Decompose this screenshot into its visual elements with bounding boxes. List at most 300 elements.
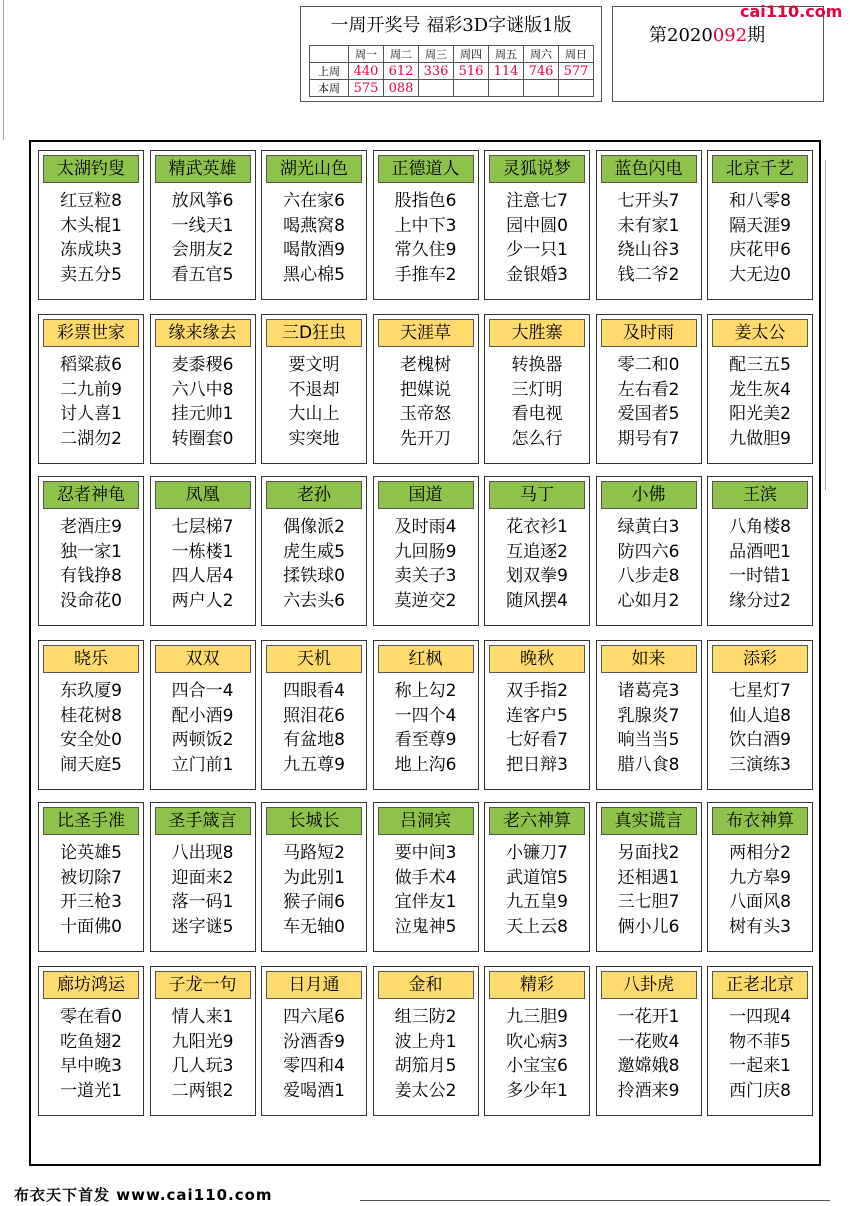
riddle-line: 物不菲5: [729, 1031, 791, 1052]
author-name: 天涯草: [378, 319, 474, 347]
riddle-line: 闹天庭5: [60, 754, 122, 775]
author-name: 太湖钓叟: [43, 155, 139, 183]
riddle-line: 有盆地8: [283, 730, 345, 750]
riddle-line: 邀嫦娥8: [617, 1056, 680, 1076]
riddle-line: 一花败4: [617, 1031, 680, 1052]
riddle-line: 老酒庄9: [60, 517, 122, 537]
author-name: 灵狐说梦: [489, 155, 585, 183]
riddle-line: 常久住9: [394, 240, 457, 260]
riddle-cell: [484, 802, 590, 952]
page-title: 一周开奖号 福彩3D字谜版1版: [330, 15, 572, 36]
day-header: 周三: [419, 46, 454, 63]
riddle-line: 一线天1: [171, 215, 234, 236]
riddle-line: 被切除7: [60, 867, 122, 888]
riddle-line: 九五尊9: [283, 754, 345, 775]
riddle-line: 双手指2: [506, 681, 568, 701]
riddle-cell: [373, 966, 479, 1116]
riddle-lines: [262, 189, 366, 287]
riddle-line: 武道馆5: [506, 867, 568, 888]
riddle-lines: [374, 353, 478, 451]
author-name: 湖光山色: [266, 155, 362, 183]
riddle-line: 九阳光9: [171, 1031, 234, 1052]
riddle-cell: [38, 476, 144, 626]
riddle-line: 桂花树8: [60, 705, 122, 726]
riddle-lines: [485, 189, 589, 287]
riddle-line: 吹心病3: [506, 1031, 568, 1052]
issue-label: [649, 21, 765, 47]
result-number: [454, 80, 489, 97]
riddle-line: 挂元帅1: [171, 404, 234, 424]
riddle-line: 还相遇1: [617, 867, 680, 888]
riddle-line: 期号有7: [617, 428, 680, 449]
this-week-label: 本周: [310, 80, 349, 97]
riddle-line: 独一家1: [60, 541, 122, 562]
riddle-cell: [38, 314, 144, 464]
riddle-line: 龙生灰4: [729, 379, 791, 400]
riddle-line: 一起来1: [729, 1056, 791, 1076]
result-number: 577: [559, 63, 594, 80]
riddle-line: 落一码1: [171, 892, 234, 912]
riddle-line: 四人居4: [171, 566, 234, 586]
riddle-cell: [373, 150, 479, 300]
title-box: [300, 6, 602, 102]
riddle-cell: [261, 802, 367, 952]
riddle-line: 一四个4: [394, 705, 457, 726]
riddle-lines: [597, 515, 701, 613]
riddle-line: 小宝宝6: [506, 1056, 568, 1076]
week-days-row: [310, 46, 594, 63]
author-name: 大胜寨: [489, 319, 585, 347]
riddle-line: 偶像派2: [283, 517, 345, 537]
riddle-line: 迎面来2: [171, 867, 234, 888]
riddle-line: 称上勾2: [394, 681, 457, 701]
right-border-line: [825, 160, 826, 490]
riddle-line: 和八零8: [729, 191, 791, 211]
author-name: 添彩: [712, 645, 808, 673]
riddle-lines: [597, 353, 701, 451]
riddle-cell: [596, 640, 702, 790]
riddle-lines: [485, 353, 589, 451]
riddle-line: 配小酒9: [171, 705, 234, 726]
riddle-line: 二两银2: [171, 1080, 234, 1101]
riddle-line: 要中间3: [394, 843, 457, 863]
author-name: 老六神算: [489, 807, 585, 835]
author-name: 小佛: [601, 481, 697, 509]
author-name: 正老北京: [712, 971, 808, 999]
riddle-cell: [707, 314, 813, 464]
riddle-line: 二湖勿2: [60, 428, 122, 449]
author-name: 蓝色闪电: [601, 155, 697, 183]
riddle-cell: [38, 150, 144, 300]
riddle-cell: [373, 476, 479, 626]
author-name: 布衣神算: [712, 807, 808, 835]
riddle-line: 转换器: [511, 355, 563, 375]
riddle-line: 没命花0: [60, 590, 122, 611]
riddle-line: 配三五5: [729, 355, 791, 375]
riddle-line: 猴子闹6: [283, 892, 345, 912]
riddle-line: 开三枪3: [60, 892, 122, 912]
riddle-lines: [39, 679, 143, 777]
riddle-cell: [261, 476, 367, 626]
riddle-line: 手推车2: [394, 264, 457, 285]
this-week-row: [310, 80, 594, 97]
riddle-line: 黑心棉5: [283, 264, 345, 285]
riddle-line: 未有家1: [617, 215, 680, 236]
riddle-lines: [262, 353, 366, 451]
day-header: 周一: [349, 46, 384, 63]
riddle-line: 七星灯7: [729, 681, 791, 701]
riddle-line: 八步走8: [617, 566, 680, 586]
riddle-cell: [484, 314, 590, 464]
author-name: 日月通: [266, 971, 362, 999]
riddle-line: 七好看7: [506, 730, 568, 750]
day-header: 周六: [524, 46, 559, 63]
riddle-lines: [39, 841, 143, 939]
result-number: [559, 80, 594, 97]
riddle-line: 八出现8: [171, 843, 234, 863]
riddle-lines: [39, 189, 143, 287]
riddle-line: 爱喝酒1: [283, 1080, 345, 1101]
riddle-line: 一道光1: [60, 1080, 122, 1101]
author-name: 天机: [266, 645, 362, 673]
riddle-line: 绿黄白3: [617, 517, 680, 537]
riddle-line: 四合一4: [171, 681, 234, 701]
riddle-lines: [374, 189, 478, 287]
author-name: 王滨: [712, 481, 808, 509]
riddle-line: 俩小儿6: [617, 916, 680, 937]
riddle-line: 汾酒香9: [283, 1031, 345, 1052]
author-name: 马丁: [489, 481, 585, 509]
issue-suffix: 期: [747, 25, 766, 46]
riddle-line: 股指色6: [394, 191, 457, 211]
riddle-line: 花衣衫1: [506, 517, 568, 537]
riddle-line: 互追逐2: [506, 541, 568, 562]
riddle-line: 诸葛亮3: [617, 681, 680, 701]
riddle-cell: [150, 966, 256, 1116]
riddle-line: 立门前1: [171, 754, 234, 775]
riddle-line: 绕山谷3: [617, 240, 680, 260]
riddle-lines: [151, 679, 255, 777]
riddle-line: 把日辩3: [506, 754, 568, 775]
riddle-line: 三灯明: [511, 379, 563, 400]
riddle-grid: [29, 140, 821, 1166]
riddle-line: 迷字谜5: [171, 916, 234, 937]
riddle-line: 照泪花6: [283, 705, 345, 726]
riddle-line: 上中下3: [394, 215, 457, 236]
riddle-lines: [374, 679, 478, 777]
riddle-line: 安全处0: [60, 730, 122, 750]
author-name: 缘来缘去: [155, 319, 251, 347]
riddle-lines: [151, 515, 255, 613]
riddle-cell: [261, 314, 367, 464]
author-name: 子龙一句: [155, 971, 251, 999]
riddle-line: 零二和0: [617, 355, 680, 375]
riddle-lines: [151, 841, 255, 939]
day-header: 周四: [454, 46, 489, 63]
author-name: 凤凰: [155, 481, 251, 509]
riddle-line: 庆花甲6: [729, 240, 791, 260]
riddle-cell: [150, 476, 256, 626]
riddle-line: 玉帝怒: [400, 404, 451, 424]
riddle-line: 划双拳9: [506, 566, 568, 586]
week-results-table: [309, 45, 594, 97]
result-number: [489, 80, 524, 97]
riddle-line: 七层梯7: [171, 517, 234, 537]
riddle-line: 六去头6: [283, 590, 345, 611]
riddle-lines: [151, 1005, 255, 1103]
author-name: 姜太公: [712, 319, 808, 347]
riddle-line: 左右看2: [617, 379, 680, 400]
author-name: 正德道人: [378, 155, 474, 183]
author-name: 三D狂虫: [266, 319, 362, 347]
riddle-cell: [484, 966, 590, 1116]
result-number: 114: [489, 63, 524, 80]
riddle-line: 卖关子3: [394, 566, 457, 586]
riddle-line: 卖五分5: [60, 264, 122, 285]
riddle-line: 几人玩3: [171, 1056, 234, 1076]
author-name: 彩票世家: [43, 319, 139, 347]
author-name: 晓乐: [43, 645, 139, 673]
riddle-line: 树有头3: [729, 916, 791, 937]
result-number: 746: [524, 63, 559, 80]
last-week-label: 上周: [310, 63, 349, 80]
riddle-cell: [38, 966, 144, 1116]
riddle-line: 莫逆交2: [394, 590, 457, 611]
last-week-row: [310, 63, 594, 80]
riddle-line: 心如月2: [617, 590, 680, 611]
riddle-line: 连客户5: [506, 705, 568, 726]
author-name: 红枫: [378, 645, 474, 673]
riddle-line: 多少年1: [506, 1080, 568, 1101]
riddle-cell: [596, 150, 702, 300]
riddle-lines: [597, 841, 701, 939]
author-name: 真实谎言: [601, 807, 697, 835]
riddle-line: 实突地: [288, 428, 340, 449]
riddle-line: 吃鱼翅2: [60, 1031, 122, 1052]
riddle-line: 一花开1: [617, 1007, 680, 1027]
riddle-line: 零四和4: [283, 1056, 345, 1076]
riddle-line: 园中圆0: [506, 215, 568, 236]
riddle-line: 缘分过2: [729, 590, 791, 611]
riddle-cell: [38, 802, 144, 952]
riddle-line: 八面风8: [729, 892, 791, 912]
riddle-line: 响当当5: [617, 730, 680, 750]
riddle-lines: [374, 1005, 478, 1103]
riddle-line: 钱二爷2: [617, 264, 680, 285]
footer-line: [360, 1200, 830, 1201]
riddle-line: 二九前9: [60, 379, 122, 400]
riddle-line: 阳光美2: [729, 404, 791, 424]
riddle-cell: [261, 150, 367, 300]
riddle-line: 看至尊9: [394, 730, 457, 750]
riddle-line: 木头棍1: [60, 215, 122, 236]
riddle-line: 两相分2: [729, 843, 791, 863]
riddle-line: 西门庆8: [729, 1080, 791, 1101]
riddle-line: 两顿饭2: [171, 730, 234, 750]
riddle-line: 大山上: [288, 404, 340, 424]
riddle-cell: [150, 640, 256, 790]
riddle-line: 及时雨4: [394, 517, 457, 537]
riddle-lines: [708, 1005, 812, 1103]
riddle-line: 喝燕窝8: [283, 215, 345, 236]
author-name: 金和: [378, 971, 474, 999]
riddle-line: 金银婚3: [506, 264, 568, 285]
riddle-line: 喝散酒9: [283, 240, 345, 260]
author-name: 北京千艺: [712, 155, 808, 183]
riddle-lines: [597, 679, 701, 777]
riddle-lines: [39, 353, 143, 451]
riddle-line: 东玖厦9: [60, 681, 122, 701]
author-name: 国道: [378, 481, 474, 509]
riddle-cell: [373, 640, 479, 790]
riddle-line: 大无边0: [729, 264, 791, 285]
riddle-lines: [485, 1005, 589, 1103]
author-name: 精彩: [489, 971, 585, 999]
riddle-lines: [151, 353, 255, 451]
riddle-line: 腊八食8: [617, 754, 680, 775]
day-header: 周五: [489, 46, 524, 63]
corner-cell: [310, 46, 349, 63]
riddle-lines: [485, 679, 589, 777]
riddle-cell: [150, 802, 256, 952]
riddle-cell: [707, 640, 813, 790]
riddle-lines: [262, 679, 366, 777]
riddle-line: 老槐树: [400, 355, 451, 375]
riddle-line: 七开头7: [617, 191, 680, 211]
riddle-line: 乳腺炎7: [617, 705, 680, 726]
riddle-line: 三七胆7: [617, 892, 680, 912]
day-header: 周二: [384, 46, 419, 63]
riddle-line: 天上云8: [506, 916, 568, 937]
author-name: 长城长: [266, 807, 362, 835]
riddle-cell: [596, 966, 702, 1116]
riddle-lines: [485, 515, 589, 613]
riddle-cell: [484, 640, 590, 790]
riddle-line: 九做胆9: [729, 428, 791, 449]
riddle-line: 把媒说: [400, 379, 451, 400]
result-number: [419, 80, 454, 97]
author-name: 老孙: [266, 481, 362, 509]
riddle-line: 小镰刀7: [506, 843, 568, 863]
riddle-cell: [707, 966, 813, 1116]
riddle-line: 注意七7: [506, 191, 568, 211]
issue-prefix: 第2020: [649, 25, 713, 46]
riddle-line: 放风筝6: [171, 191, 234, 211]
riddle-line: 九方皋9: [729, 867, 791, 888]
riddle-line: 姜太公2: [394, 1080, 457, 1101]
riddle-line: 情人来1: [171, 1007, 234, 1027]
riddle-cell: [707, 150, 813, 300]
riddle-cell: [707, 476, 813, 626]
author-name: 八卦虎: [601, 971, 697, 999]
riddle-line: 地上沟6: [394, 754, 457, 775]
riddle-line: 九回肠9: [394, 541, 457, 562]
riddle-line: 马路短2: [283, 843, 345, 863]
result-number: 440: [349, 63, 384, 80]
riddle-line: 宜伴友1: [394, 892, 457, 912]
riddle-line: 冻成块3: [60, 240, 122, 260]
result-number: 336: [419, 63, 454, 80]
riddle-line: 早中晚3: [60, 1056, 122, 1076]
riddle-line: 四六尾6: [283, 1007, 345, 1027]
author-name: 比圣手准: [43, 807, 139, 835]
riddle-lines: [708, 679, 812, 777]
riddle-line: 看五官5: [171, 264, 234, 285]
riddle-lines: [597, 1005, 701, 1103]
riddle-line: 两户人2: [171, 590, 234, 611]
riddle-line: 另面找2: [617, 843, 680, 863]
riddle-line: 随风摆4: [506, 590, 568, 611]
author-name: 如来: [601, 645, 697, 673]
riddle-lines: [151, 189, 255, 287]
riddle-lines: [597, 189, 701, 287]
author-name: 忍者神龟: [43, 481, 139, 509]
riddle-line: 一时错1: [729, 566, 791, 586]
author-name: 晚秋: [489, 645, 585, 673]
riddle-cell: [261, 640, 367, 790]
site-logo[interactable]: cai110.com: [740, 2, 843, 21]
riddle-lines: [708, 189, 812, 287]
riddle-lines: [374, 515, 478, 613]
riddle-line: 红豆粒8: [60, 191, 122, 211]
riddle-cell: [261, 966, 367, 1116]
riddle-line: 车无轴0: [283, 916, 345, 937]
riddle-line: 不退却: [288, 379, 340, 400]
riddle-line: 防四六6: [617, 541, 680, 562]
riddle-line: 泣鬼神5: [394, 916, 457, 937]
left-border-line: [3, 0, 4, 140]
riddle-line: 品酒吧1: [729, 541, 791, 562]
riddle-line: 论英雄5: [60, 843, 122, 863]
riddle-cell: [596, 802, 702, 952]
riddle-cell: [596, 476, 702, 626]
riddle-cell: [484, 150, 590, 300]
result-number: 516: [454, 63, 489, 80]
riddle-line: 一四现4: [729, 1007, 791, 1027]
riddle-lines: [374, 841, 478, 939]
riddle-lines: [262, 515, 366, 613]
riddle-line: 九三胆9: [506, 1007, 568, 1027]
riddle-lines: [39, 515, 143, 613]
riddle-line: 仙人追8: [729, 705, 791, 726]
riddle-lines: [262, 1005, 366, 1103]
riddle-line: 稻粱菽6: [60, 355, 122, 375]
riddle-line: 隔天涯9: [729, 215, 791, 236]
riddle-line: 八角楼8: [729, 517, 791, 537]
riddle-cell: [38, 640, 144, 790]
riddle-line: 一栋楼1: [171, 541, 234, 562]
riddle-line: 零在看0: [60, 1007, 122, 1027]
riddle-cell: [373, 314, 479, 464]
riddle-line: 麦黍稷6: [171, 355, 234, 375]
riddle-line: 有钱挣8: [60, 566, 122, 586]
riddle-cell: [484, 476, 590, 626]
riddle-line: 做手术4: [394, 867, 457, 888]
riddle-line: 会朋友2: [171, 240, 234, 260]
riddle-line: 少一只1: [506, 240, 568, 260]
riddle-line: 揉铁球0: [283, 566, 345, 586]
issue-number: 092: [712, 25, 748, 46]
author-name: 及时雨: [601, 319, 697, 347]
riddle-lines: [262, 841, 366, 939]
riddle-line: 九五皇9: [506, 892, 568, 912]
day-header: 周日: [559, 46, 594, 63]
riddle-line: 为此别1: [283, 867, 345, 888]
riddle-line: 饮白酒9: [729, 730, 791, 750]
riddle-cell: [596, 314, 702, 464]
riddle-line: 讨人喜1: [60, 404, 122, 424]
riddle-line: 胡笳月5: [394, 1056, 457, 1076]
